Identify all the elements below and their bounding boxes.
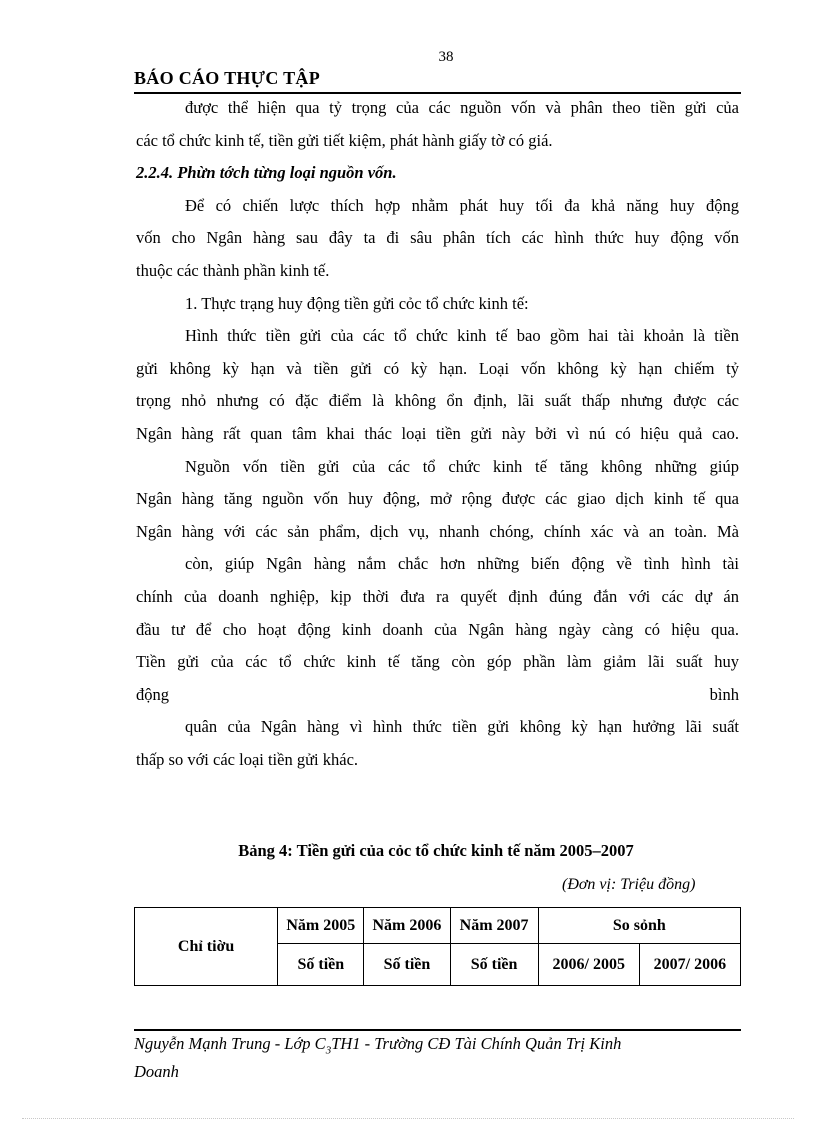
body-line: chính của doanh nghiệp, kịp thời đưa ra quyết định đúng đắn với các dự án [136, 587, 739, 606]
row-header-cell: Chỉ tiờu [135, 908, 278, 986]
body-line [136, 685, 739, 705]
body-line: các tổ chức kinh tế, tiền gửi tiết kiệm, phát hành giấy tờ có giá. [136, 130, 553, 150]
year-header-2007: Năm 2007 [450, 908, 538, 944]
page-bottom-border [22, 1118, 794, 1119]
body-line: Ngân hàng rất quan tâm khai thác loại tiền gửi này bởi vì nú có hiệu quả cao. [136, 424, 739, 443]
compare-2006-2005-header: 2006/ 2005 [538, 944, 639, 986]
body-line: quân của Ngân hàng vì hình thức tiền gửi không kỳ hạn hưởng lãi suất [185, 717, 739, 737]
amount-header-2007: Số tiền [450, 944, 538, 986]
body-line-left: động [136, 684, 169, 704]
body-line: còn, giúp Ngân hàng nắm chắc hơn những biến động về tình hình tài [185, 554, 739, 574]
section-heading: 2.2.4. Phừn tớch từng loại nguồn vốn. [136, 163, 397, 183]
compare-header: So sỏnh [538, 908, 740, 944]
body-line: đầu tư để cho hoạt động kinh doanh của Ngân hàng ngày càng có hiệu qua. [136, 619, 739, 639]
footer [134, 1033, 734, 1083]
body-line: 1. Thực trạng huy động tiền gửi cỏc tổ chức kinh tế: [185, 293, 529, 313]
amount-header-2006: Số tiền [364, 944, 450, 986]
header-title: BÁO CÁO THỰC TẬP [134, 68, 320, 88]
body-line: Nguồn vốn tiền gửi của các tổ chức kinh tế tăng không những giúp [185, 456, 739, 476]
body-line: thấp so với các loại tiền gửi khác. [136, 750, 359, 769]
header-rule [134, 92, 741, 94]
table-caption: Bảng 4: Tiền gửi của cỏc tổ chức kinh tế năm 2005–2007 [238, 841, 634, 860]
body-line: Để có chiến lược thích hợp nhằm phát huy tối đa khả năng huy động [185, 195, 739, 215]
table-header-row [135, 908, 741, 944]
year-header-2006: Năm 2006 [364, 908, 450, 944]
body-line-right: bình [709, 684, 739, 704]
body-line: Ngân hàng tăng nguồn vốn huy động, mở rộng được các giao dịch kinh tế qua [136, 489, 739, 509]
amount-header-2005: Số tiền [278, 944, 364, 986]
body-line: trọng nhỏ nhưng có đặc điểm là không ổn định, lãi suất thấp nhưng được các [136, 391, 739, 411]
deposit-table [134, 907, 741, 986]
footer-subscript: 3 [325, 1044, 332, 1057]
unit-note: (Đơn vị: Triệu đồng) [562, 876, 696, 893]
body-line: thuộc các thành phần kinh tế. [136, 261, 330, 280]
body-line: Ngân hàng với các sản phẩm, dịch vụ, nhanh chóng, chính xác và an toàn. Mà [136, 521, 739, 541]
body-line: gửi không kỳ hạn và tiền gửi có kỳ hạn. Loại vốn không kỳ hạn chiếm tỷ [136, 358, 739, 378]
compare-2007-2006-header: 2007/ 2006 [639, 944, 740, 986]
footer-school: TH1 - Trường CĐ Tài Chính Quản Trị Kinh [331, 1034, 622, 1053]
body-line: vốn cho Ngân hàng sau đây ta đi sâu phân tích các hình thức huy động vốn [136, 228, 739, 248]
footer-line-2: Doanh [134, 1062, 179, 1082]
footer-rule [134, 1029, 741, 1031]
body-line: được thể hiện qua tỷ trọng của các nguồn vốn và phân theo tiền gửi của [185, 98, 739, 117]
body-line: Hình thức tiền gửi của các tổ chức kinh tế bao gồm hai tài khoản là tiền [185, 326, 739, 346]
page-number: 38 [438, 49, 454, 65]
footer-line-1 [134, 1033, 734, 1061]
year-header-2005: Năm 2005 [278, 908, 364, 944]
footer-author-class: Nguyễn Mạnh Trung - Lớp C [134, 1034, 326, 1053]
body-line: Tiền gửi của các tổ chức kinh tế tăng còn góp phần làm giảm lãi suất huy [136, 652, 739, 672]
